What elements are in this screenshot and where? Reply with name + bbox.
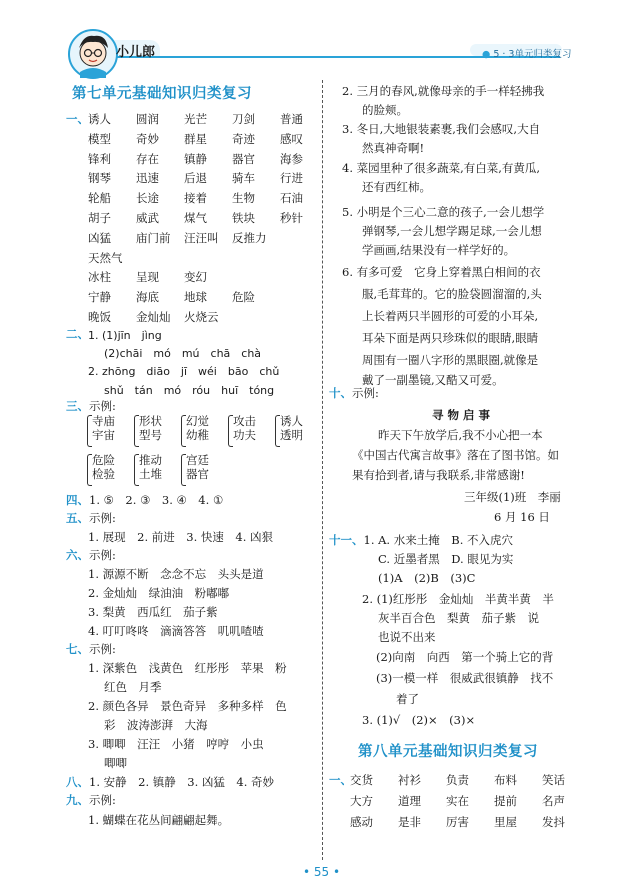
unit8-word: 是非: [398, 815, 421, 829]
s2-line4: shǔ tán mó róu huī tóng: [104, 384, 275, 397]
s11-line5: 灰半百合色 梨黄 茄子紫 说: [378, 611, 539, 625]
s1-word: 迅速: [136, 171, 159, 186]
unit8-word: 道理: [398, 794, 421, 808]
s1-word: 刀剑: [232, 112, 255, 126]
s6-line2: 2. 金灿灿 绿油油 粉嘟嘟: [88, 586, 230, 600]
s11-line7: (2)向南 向西 第一个骑上它的背: [376, 650, 554, 664]
s3-pair-word: 形状: [139, 414, 162, 428]
s3-pair-word: 透明: [280, 428, 303, 442]
s9-header: [66, 793, 116, 807]
s11-line2: C. 近墨者黑 D. 眼见为实: [378, 552, 514, 566]
unit8-word: 发抖: [542, 815, 565, 829]
s1-word: 锋利: [88, 151, 111, 166]
s11-label: 十一、: [329, 533, 364, 547]
series-tag-text: 5 · 3单元归类复习: [493, 49, 572, 60]
s3-pair-word: 型号: [139, 428, 162, 442]
boy-mascot-icon: [66, 26, 120, 80]
s1-word: 金灿灿: [136, 310, 171, 324]
s7-header: [66, 642, 116, 656]
s3-bracket-pair: [186, 453, 209, 481]
s3-pair-word: 检验: [92, 467, 115, 481]
s1-word: 地球: [184, 290, 207, 305]
s3-pair-word: 器官: [186, 467, 209, 481]
s11-header: [329, 533, 513, 547]
s1-word: 诱人: [88, 112, 111, 126]
s9-intro: 示例:: [89, 793, 116, 807]
s1-word: 光芒: [184, 112, 207, 126]
s7-line4: 彩 波涛澎湃 大海: [104, 718, 208, 732]
s11-line3: (1)A (2)B (3)C: [378, 571, 476, 585]
s9-cont-line9: 学画画,结果没有一样学好的。: [362, 243, 516, 257]
s1-word: 钢琴: [88, 171, 111, 186]
notice-line3: 果有拾到者,请与我联系,非常感谢!: [352, 468, 525, 482]
notice-date: 6 月 16 日: [494, 510, 550, 524]
s10-header: [329, 386, 379, 400]
s9-label: 九、: [66, 793, 89, 807]
unit8-word: 名声: [542, 794, 565, 808]
s1-word: 轮船: [88, 191, 111, 206]
s11-line4: 2. (1)红彤彤 金灿灿 半黄半黄 半: [362, 592, 554, 606]
s6-intro: 示例:: [89, 548, 116, 562]
unit8-word: 厉害: [446, 815, 469, 829]
s1-word: 镇静: [184, 151, 207, 166]
s3-pair-word: 幼稚: [186, 428, 209, 442]
s1-word: 火烧云: [184, 310, 219, 324]
s1-word: 凶猛: [88, 230, 111, 245]
s10-label: 十、: [329, 386, 352, 400]
s8-text: 1. 安静 2. 镇静 3. 凶猛 4. 奇妙: [89, 775, 275, 789]
s11-line6: 也说不出来: [378, 630, 436, 644]
unit8-word: 里屋: [494, 815, 517, 829]
s4-line: [66, 493, 223, 507]
s1-word: 模型: [88, 131, 111, 146]
page-number: • 55 •: [303, 865, 341, 879]
s6-header: [66, 548, 116, 562]
s2-line3: 2. zhōng diāo jī wéi bāo chǔ: [88, 365, 280, 378]
s1-word: 反推力: [232, 230, 267, 245]
s6-line3: 3. 梨黄 西瓜红 茄子紫: [88, 605, 218, 619]
s11-line8: (3)一模一样 很威武很镇静 找不: [376, 671, 554, 685]
s5-header: [66, 511, 116, 525]
s3-intro: 示例:: [89, 399, 116, 413]
s7-intro: 示例:: [89, 642, 116, 656]
s1-word: 庙门前: [136, 230, 171, 245]
s3-header: [66, 399, 116, 413]
unit8-title: 第八单元基础知识归类复习: [358, 744, 538, 760]
s1-word: 奇妙: [136, 131, 159, 146]
s1-word: 骑车: [232, 171, 255, 186]
unit8-word: 负责: [446, 773, 469, 787]
s7-line5: 3. 唧唧 汪汪 小猪 哼哼 小虫: [88, 737, 264, 751]
s9-cont-line15: 戴了一副墨镜,又酷又可爱。: [362, 373, 504, 387]
s1-word: 天然气: [88, 250, 123, 265]
s1-word: 冰柱: [88, 270, 111, 285]
s3-bracket-pair: [280, 414, 303, 442]
s3-bracket-pair: [92, 414, 115, 442]
unit8-word: 实在: [446, 794, 469, 808]
series-tag: [482, 46, 571, 60]
s1-word: 生物: [232, 191, 255, 206]
s3-bracket-pair: [186, 414, 209, 442]
s3-label: 三、: [66, 399, 89, 413]
notice-signature: 三年级(1)班 李丽: [464, 490, 561, 504]
s3-pair-word: 土堆: [139, 467, 162, 481]
s8-line: [66, 775, 274, 789]
s1-word: 胡子: [88, 211, 111, 225]
s1-word: 呈现: [136, 270, 159, 285]
s3-pair-word: 诱人: [280, 414, 303, 428]
s11-line10: 3. (1)√ (2)× (3)×: [362, 713, 476, 727]
s9-cont-line12: 上长着两只半圆形的可爱的小耳朵,: [362, 309, 539, 323]
s1-word: 普通: [280, 112, 303, 126]
bullet-dot-icon: ●: [482, 49, 494, 60]
s1-word: 感叹: [280, 131, 303, 146]
notice-line1: 昨天下午放学后,我不小心把一本: [378, 428, 543, 442]
unit7-title: 第七单元基础知识归类复习: [72, 86, 252, 102]
s5-line1: 1. 展现 2. 前进 3. 快速 4. 凶狠: [88, 530, 274, 544]
s3-pair-word: 攻击: [233, 414, 256, 428]
s3-pair-word: 幻觉: [186, 414, 209, 428]
s7-line6: 唧唧: [104, 756, 127, 770]
s3-bracket-pair: [233, 414, 256, 442]
s1-word: 长途: [136, 191, 159, 206]
s3-pair-word: 宫廷: [186, 453, 209, 467]
unit8-word: 布料: [494, 773, 517, 787]
s3-bracket-pair: [139, 414, 162, 442]
brand-name: 小儿郎: [116, 45, 156, 60]
unit8-word: 提前: [494, 794, 517, 808]
s1-word: 石油: [280, 191, 303, 206]
s4-label: 四、: [66, 493, 89, 507]
s7-line2: 红色 月季: [104, 680, 162, 694]
s7-label: 七、: [66, 642, 89, 656]
unit8-word: 感动: [350, 815, 373, 829]
s9-cont-line11: 服,毛茸茸的。它的脸袋圆溜溜的,头: [362, 287, 542, 301]
s9-cont-line3: 3. 冬日,大地银装素裹,我们会感叹,大自: [342, 122, 541, 136]
s3-bracket-pair: [139, 453, 162, 481]
s1-word: 群星: [184, 131, 207, 146]
s9-cont-line6: 还有西红柿。: [362, 180, 431, 194]
s3-pair-word: 宇宙: [92, 428, 115, 442]
s6-line4: 4. 叮叮咚咚 滴滴答答 叽叽喳喳: [88, 624, 264, 638]
s1-word: 变幻: [184, 270, 207, 285]
s3-pair-word: 危险: [92, 453, 115, 467]
s9-line1: 1. 蝴蝶在花丛间翩翩起舞。: [88, 813, 230, 827]
s1-word: 晚饭: [88, 310, 111, 324]
s1-word: 煤气: [184, 211, 207, 225]
s5-label: 五、: [66, 511, 89, 525]
s1-label: 一、: [66, 112, 89, 126]
s9-cont-line1: 2. 三月的春风,就像母亲的手一样轻拂我: [342, 84, 545, 98]
s1-word: 海底: [136, 290, 159, 305]
s9-cont-line14: 周围有一圈八字形的黑眼圈,就像是: [362, 353, 539, 367]
s1-word: 威武: [136, 211, 159, 225]
s9-cont-line7: 5. 小明是个三心二意的孩子,一会儿想学: [342, 205, 545, 219]
s1-word: 器官: [232, 151, 255, 166]
s1-word: 后退: [184, 171, 207, 186]
s9-cont-line10: 6. 有多可爱 它身上穿着黑白相间的衣: [342, 265, 541, 279]
s3-bracket-pair: [92, 453, 115, 481]
s3-pair-word: 推动: [139, 453, 162, 467]
s9-cont-line2: 的脸颊。: [362, 103, 408, 117]
s1-word: 宁静: [88, 290, 111, 305]
s9-cont-line5: 4. 菜园里种了很多蔬菜,有白菜,有黄瓜,: [342, 161, 541, 175]
s4-text: 1. ⑤ 2. ③ 3. ④ 4. ①: [89, 493, 224, 507]
s11-line1: 1. A. 水来土掩 B. 不入虎穴: [363, 533, 514, 547]
s1-word: 圆润: [136, 112, 159, 126]
notice-title: 寻 物 启 事: [432, 408, 491, 422]
column-divider: [322, 80, 323, 860]
s7-line3: 2. 颜色各异 景色奇异 多种多样 色: [88, 699, 287, 713]
s3-pair-word: 寺庙: [92, 414, 115, 428]
s6-line1: 1. 源源不断 念念不忘 头头是道: [88, 567, 264, 581]
s9-cont-line4: 然真神奇啊!: [362, 141, 425, 155]
s2-line1: 1. (1)jīn jìng: [88, 329, 162, 342]
unit8-label: 一、: [329, 773, 352, 787]
unit8-word: 大方: [350, 794, 373, 808]
s6-label: 六、: [66, 548, 89, 562]
s3-pair-word: 功夫: [233, 428, 256, 442]
s1-word: 奇迹: [232, 131, 255, 146]
s1-word: 秒针: [280, 211, 303, 225]
unit8-word: 交货: [350, 773, 373, 787]
s8-label: 八、: [66, 775, 89, 789]
s1-word: 危险: [232, 290, 255, 305]
s2-line2: (2)chāi mó mú chā chà: [104, 347, 262, 360]
s7-line1: 1. 深紫色 浅黄色 红彤彤 苹果 粉: [88, 661, 287, 675]
s11-line9: 着了: [396, 692, 419, 706]
s9-cont-line8: 弹钢琴,一会儿想学踢足球,一会儿想: [362, 224, 542, 238]
notice-line2: 《中国古代寓言故事》落在了图书馆。如: [352, 448, 559, 462]
s9-cont-line13: 耳朵下面是两只珍珠似的眼睛,眼睛: [362, 331, 539, 345]
s1-word: 存在: [136, 151, 159, 166]
s1-word: 行进: [280, 171, 303, 186]
s1-word: 汪汪叫: [184, 230, 219, 245]
s10-intro: 示例:: [352, 386, 379, 400]
s1-word: 海参: [280, 151, 303, 166]
s1-word: 铁块: [232, 211, 255, 225]
s5-intro: 示例:: [89, 511, 116, 525]
unit8-word: 衬衫: [398, 773, 421, 787]
unit8-word: 笑话: [542, 773, 565, 787]
s2-label: 二、: [66, 327, 89, 341]
s1-word: 接着: [184, 191, 207, 206]
